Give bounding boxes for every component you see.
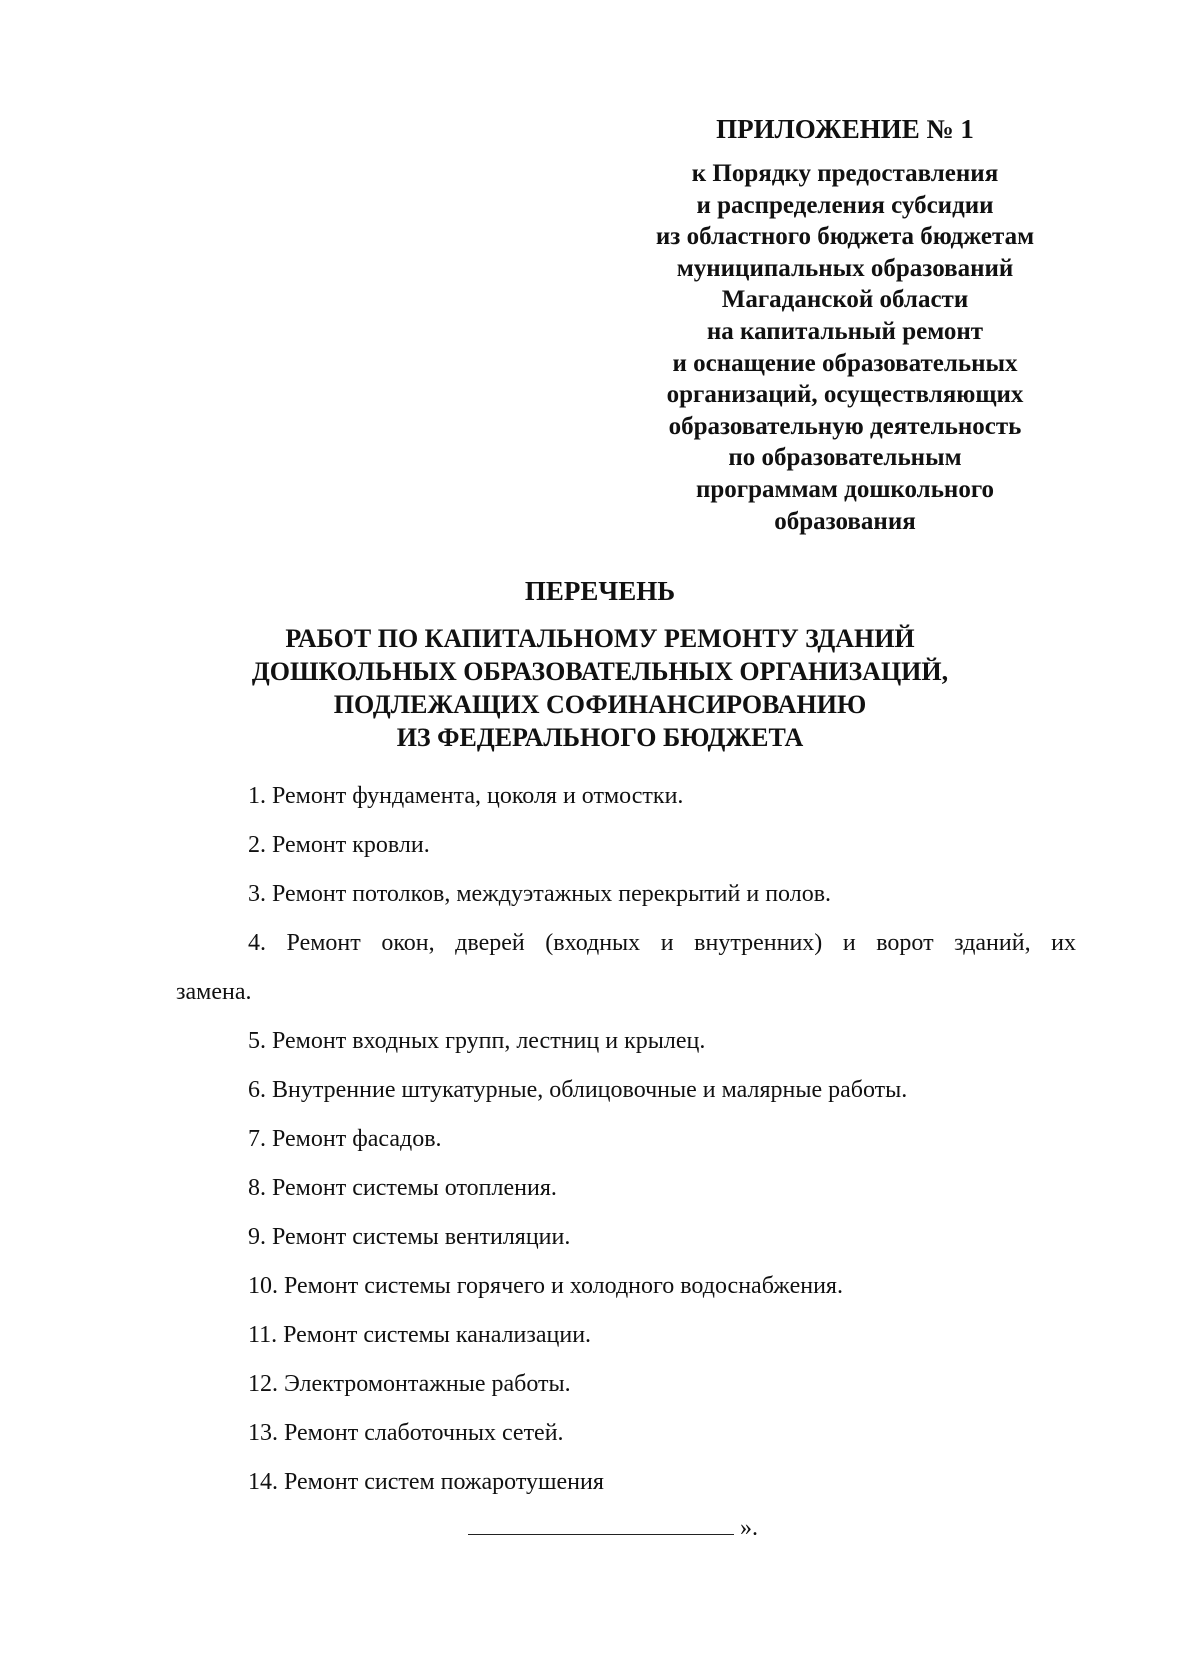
- appendix-header: [590, 112, 1100, 537]
- list-item-text: 7. Ремонт фасадов.: [248, 1126, 442, 1152]
- list-item-text: 1. Ремонт фундамента, цоколя и отмостки.: [248, 783, 684, 809]
- appendix-line: по образовательным: [728, 444, 962, 472]
- list-item: [176, 1221, 1076, 1253]
- list-item: [176, 927, 1076, 959]
- closing-quote: ».: [740, 1515, 758, 1541]
- appendix-line: к Порядку предоставления: [691, 160, 999, 187]
- list-item: [176, 1466, 1076, 1498]
- appendix-line: и распределения субсидии: [696, 191, 994, 219]
- appendix-line: из областного бюджета бюджетам: [655, 223, 1035, 251]
- closing-line: [468, 1512, 758, 1544]
- appendix-line: программам дошкольного: [695, 475, 995, 503]
- appendix-line: образовательную деятельность: [668, 412, 1022, 440]
- list-item-text: 4. Ремонт окон, дверей (входных и внутренних) и ворот зданий, их: [248, 930, 1076, 956]
- list-item-text: 10. Ремонт системы горячего и холодного водоснабжения.: [248, 1273, 843, 1299]
- list-item: [176, 1417, 1076, 1449]
- appendix-title: ПРИЛОЖЕНИЕ № 1: [716, 114, 974, 144]
- list-item: [176, 780, 1076, 812]
- list-item-text: замена.: [176, 979, 252, 1005]
- list-item-text: 3. Ремонт потолков, междуэтажных перекрытий и полов.: [248, 881, 832, 907]
- list-item: [176, 1368, 1076, 1400]
- appendix-line: образования: [774, 507, 916, 535]
- list-item: [176, 1319, 1076, 1351]
- list-item-text: 2. Ремонт кровли.: [248, 832, 430, 858]
- list-item-continuation: [176, 976, 1076, 1008]
- appendix-line: муниципальных образований: [676, 254, 1014, 282]
- list-item-text: 9. Ремонт системы вентиляции.: [248, 1224, 571, 1250]
- signature-rule: [468, 1512, 734, 1535]
- list-item-text: 14. Ремонт систем пожаротушения: [248, 1469, 604, 1495]
- heading-line: РАБОТ ПО КАПИТАЛЬНОМУ РЕМОНТУ ЗДАНИЙ: [285, 624, 915, 653]
- list-item: [176, 878, 1076, 910]
- list-item: [176, 1270, 1076, 1302]
- list-item-text: 11. Ремонт системы канализации.: [248, 1322, 592, 1348]
- appendix-subtitle: [590, 158, 1100, 537]
- list-item-text: 12. Электромонтажные работы.: [248, 1371, 571, 1397]
- list-item: [176, 829, 1076, 861]
- list-item-text: 8. Ремонт системы отопления.: [248, 1175, 557, 1201]
- heading-title: ПЕРЕЧЕНЬ: [524, 576, 676, 606]
- list-item: [176, 1172, 1076, 1204]
- appendix-line: и оснащение образовательных: [672, 349, 1018, 377]
- list-item: [176, 1074, 1076, 1106]
- list-item-text: 6. Внутренние штукатурные, облицовочные и малярные работы.: [248, 1077, 908, 1103]
- document-heading: [200, 574, 1000, 754]
- heading-line: ДОШКОЛЬНЫХ ОБРАЗОВАТЕЛЬНЫХ ОРГАНИЗАЦИЙ,: [251, 657, 949, 686]
- appendix-line: Магаданской области: [721, 286, 969, 314]
- list-item: [176, 1025, 1076, 1057]
- heading-line: ПОДЛЕЖАЩИХ СОФИНАНСИРОВАНИЮ: [333, 690, 867, 719]
- list-item-text: 13. Ремонт слаботочных сетей.: [248, 1420, 564, 1446]
- appendix-line: на капитальный ремонт: [706, 317, 984, 345]
- appendix-line: организаций, осуществляющих: [666, 381, 1024, 409]
- list-item: [176, 1123, 1076, 1155]
- heading-line: ИЗ ФЕДЕРАЛЬНОГО БЮДЖЕТА: [396, 723, 804, 752]
- list-item-text: 5. Ремонт входных групп, лестниц и крылец.: [248, 1028, 706, 1054]
